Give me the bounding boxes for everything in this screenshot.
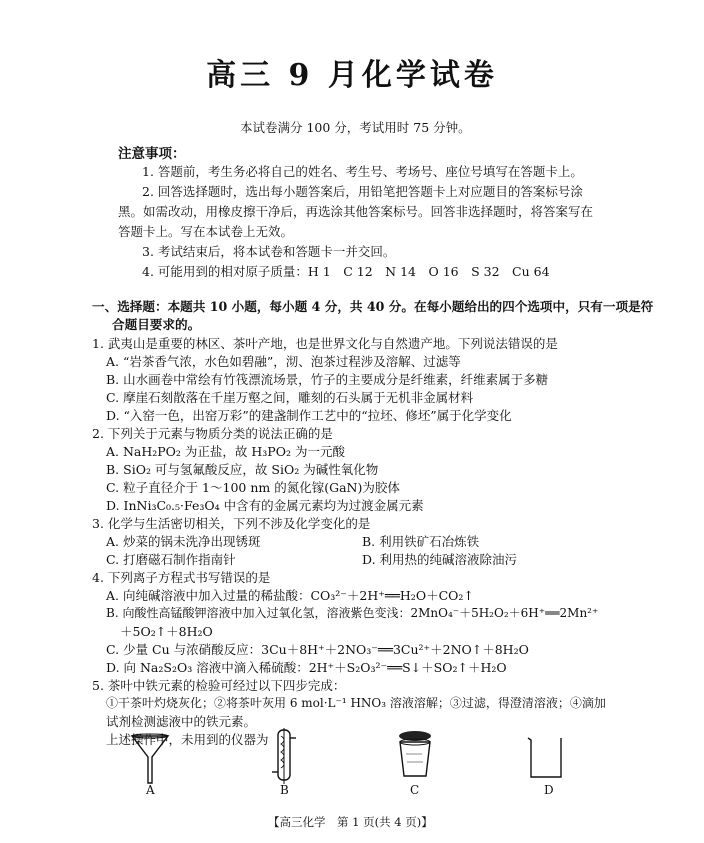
notice-line: 3. 考试结束后，将本试卷和答题卡一并交回。 <box>142 244 396 259</box>
section-heading-cont: 合题目要求的。 <box>112 317 201 332</box>
notice-line: 1. 答题前，考生务必将自己的姓名、考生号、考场号、座位号填写在答题卡上。 <box>142 164 583 179</box>
q4-option-b-cont: ＋5O₂↑＋8H₂O <box>120 624 213 639</box>
page-footer: 【高三化学 第 1 页(共 4 页)】 <box>268 815 433 829</box>
question-3-stem: 3. 化学与生活密切相关，下列不涉及化学变化的是 <box>92 516 371 531</box>
q5-steps: ①干茶叶灼烧灰化；②将茶叶灰用 6 mol·L⁻¹ HNO₃ 溶液溶解；③过滤，得澄清溶液；④滴加 <box>106 696 606 710</box>
funnel-icon <box>130 733 170 785</box>
q1-option-b: B. 山水画卷中常绘有竹筏漂流场景，竹子的主要成分是纤维素，纤维素属于多糖 <box>106 372 549 387</box>
notice-line: 4. 可能用到的相对原子质量：H 1 C 12 N 14 O 16 S 32 Cu 64 <box>142 264 550 279</box>
notice-heading: 注意事项： <box>118 146 186 162</box>
question-2-stem: 2. 下列关于元素与物质分类的说法正确的是 <box>92 426 333 441</box>
notice-line: 黑。如需改动，用橡皮擦干净后，再选涂其他答案标号。回答非选择题时，将答案写在 <box>118 204 594 219</box>
question-1-stem: 1. 武夷山是重要的林区、茶叶产地，也是世界文化与自然遗产地。下列说法错误的是 <box>92 336 558 351</box>
q5-question: 上述操作中，未用到的仪器为 <box>106 732 269 747</box>
crucible-icon <box>392 728 438 778</box>
q3-option-a: A. 炒菜的锅未洗净出现锈斑 <box>106 534 261 549</box>
page-title: 高三 9 月化学试卷 <box>206 58 498 93</box>
q2-option-c: C. 粒子直径介于 1～100 nm 的氮化镓(GaN)为胶体 <box>106 480 400 495</box>
q2-option-a: A. NaH₂PO₂ 为正盐，故 H₃PO₂ 为一元酸 <box>106 444 345 459</box>
q4-option-b: B. 向酸性高锰酸钾溶液中加入过氧化氢，溶液紫色变浅：2MnO₄⁻＋5H₂O₂＋6H⁺══2Mn²⁺ <box>106 606 599 620</box>
q4-option-a: A. 向纯碱溶液中加入过量的稀盐酸：CO₃²⁻＋2H⁺══H₂O＋CO₂↑ <box>106 588 474 603</box>
q5-steps-cont: 试剂检测滤液中的铁元素。 <box>106 714 257 729</box>
q1-option-d: D. “入窑一色，出窑万彩”的建盏制作工艺中的“拉坯、修坯”属于化学变化 <box>106 408 512 423</box>
question-4-stem: 4. 下列离子方程式书写错误的是 <box>92 570 271 585</box>
figure-label-b: B <box>280 783 289 797</box>
notice-line: 2. 回答选择题时，选出每小题答案后，用铅笔把答题卡上对应题目的答案标号涂 <box>142 184 583 199</box>
q1-option-a: A. “岩茶香气浓，水色如碧融”，沏、泡茶过程涉及溶解、过滤等 <box>106 354 461 369</box>
beaker-icon <box>526 735 566 779</box>
q4-option-c: C. 少量 Cu 与浓硝酸反应：3Cu＋8H⁺＋2NO₃⁻══3Cu²⁺＋2NO↑＋8H₂O <box>106 642 529 657</box>
condenser-icon <box>270 728 298 784</box>
figure-label-d: D <box>544 783 554 797</box>
question-5-stem: 5. 茶叶中铁元素的检验可经过以下四步完成： <box>92 678 346 693</box>
q2-option-d: D. InNi₃C₀.₅·Fe₃O₄ 中含有的金属元素均为过渡金属元素 <box>106 498 424 513</box>
q3-option-c: C. 打磨磁石制作指南针 <box>106 552 236 567</box>
notice-line: 答题卡上。写在本试卷上无效。 <box>118 224 294 239</box>
q1-option-c: C. 摩崖石刻散落在千崖万壑之间，雕刻的石头属于无机非金属材料 <box>106 390 474 405</box>
figure-label-a: A <box>146 783 155 797</box>
q4-option-d: D. 向 Na₂S₂O₃ 溶液中滴入稀硫酸：2H⁺＋S₂O₃²⁻══S↓＋SO₂↑＋H₂O <box>106 660 507 675</box>
q3-option-d: D. 利用热的纯碱溶液除油污 <box>362 552 518 567</box>
q2-option-b: B. SiO₂ 可与氢氟酸反应，故 SiO₂ 为碱性氧化物 <box>106 462 379 477</box>
exam-meta: 本试卷满分 100 分，考试用时 75 分钟。 <box>240 120 471 135</box>
section-heading: 一、选择题：本题共 10 小题，每小题 4 分，共 40 分。在每小题给出的四个选项中，只有一项是符 <box>92 299 654 314</box>
figure-label-c: C <box>410 783 420 797</box>
q3-option-b: B. 利用铁矿石冶炼铁 <box>362 534 480 549</box>
